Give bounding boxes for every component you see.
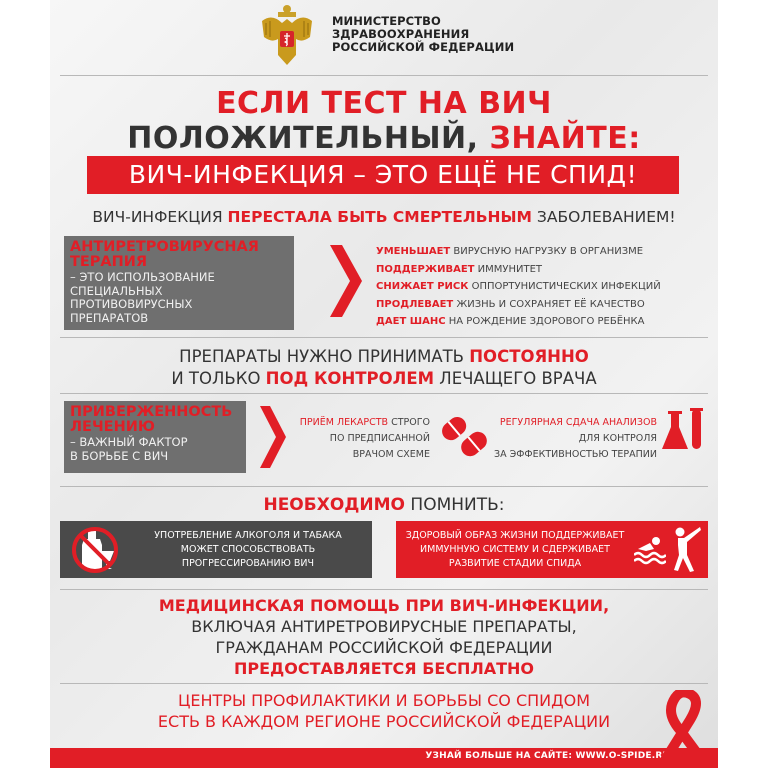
- drugs-line-1-part-1: ПРЕПАРАТЫ НУЖНО ПРИНИМАТЬ: [179, 347, 470, 366]
- alcohol-line-1: УПОТРЕБЛЕНИЕ АЛКОГОЛЯ И ТАБАКА: [154, 530, 342, 541]
- medication-line-2: ПО ПРЕДПИСАННОЙ: [329, 433, 430, 444]
- healthy-lifestyle-box: [396, 521, 708, 578]
- remember-heading: [50, 495, 718, 515]
- list-item-text: ОППОРТУНИСТИЧЕСКИХ ИНФЕКЦИЙ: [468, 281, 661, 292]
- list-item-text: ВИРУСНУЮ НАГРУЗКУ В ОРГАНИЗМЕ: [450, 246, 644, 257]
- medical-line-1: МЕДИЦИНСКАЯ ПОМОЩЬ ПРИ ВИЧ-ИНФЕКЦИИ,: [158, 596, 610, 615]
- poster: [50, 0, 718, 768]
- art-benefits-list: [376, 243, 661, 331]
- list-item-text: ИММУНИТЕТ: [474, 263, 543, 275]
- drugs-line-2-part-3: ЛЕЧАЩЕГО ВРАЧА: [434, 369, 597, 388]
- divider: [60, 683, 708, 684]
- swimmer-icon: [634, 529, 666, 569]
- alcohol-warning-box: [60, 521, 372, 578]
- exercise-icon: [672, 525, 702, 573]
- title-banner: ВИЧ-ИНФЕКЦИЯ – ЭТО ЕЩЁ НЕ СПИД!: [87, 156, 679, 194]
- chevron-right-icon: [260, 406, 286, 468]
- list-item-bold: ДАЕТ ШАНС: [376, 316, 446, 327]
- website-link[interactable]: УЗНАЙ БОЛЬШЕ НА САЙТЕ: WWW.O-SPIDE.RU: [425, 751, 670, 761]
- ministry-line-3: РОССИЙСКОЙ ФЕДЕРАЦИИ: [332, 40, 515, 54]
- tests-line-2: ДЛЯ КОНТРОЛЯ: [578, 433, 657, 444]
- free-care-statement: [50, 595, 718, 679]
- adherence-box: [64, 401, 246, 473]
- tests-line-1: РЕГУЛЯРНАЯ СДАЧА АНАЛИЗОВ: [499, 417, 657, 428]
- adherence-head-line-1: ПРИВЕРЖЕННОСТЬ: [70, 404, 233, 420]
- awareness-ribbon-icon: [620, 690, 718, 768]
- divider: [60, 393, 708, 394]
- medication-line-1-red: ПРИЁМ ЛЕКАРСТВ: [299, 417, 389, 428]
- regular-tests-text: [455, 415, 657, 463]
- statement-part-3: ЗАБОЛЕВАНИЕМ!: [531, 208, 676, 226]
- medical-line-4: ПРЕДОСТАВЛЯЕТСЯ БЕСПЛАТНО: [233, 659, 535, 678]
- statement-part-1: ВИЧ-ИНФЕКЦИЯ: [92, 208, 228, 226]
- adherence-sub-line-1: – ВАЖНЫЙ ФАКТОР: [70, 435, 188, 449]
- list-item-text: ЖИЗНЬ И СОХРАНЯЕТ ЕЁ КАЧЕСТВО: [453, 298, 645, 310]
- art-sub-line-2: СПЕЦИАЛЬНЫХ: [70, 283, 163, 298]
- art-box: [64, 236, 294, 330]
- double-headed-eagle-icon: [258, 3, 316, 69]
- drugs-line-1: [50, 346, 718, 368]
- statement-part-2: ПЕРЕСТАЛА БЫТЬ СМЕРТЕЛЬНЫМ: [227, 208, 532, 226]
- divider: [60, 75, 708, 76]
- statement: [50, 208, 718, 226]
- list-item: [376, 278, 661, 296]
- ministry-name: [332, 15, 514, 54]
- drugs-line-2-part-1: И ТОЛЬКО: [171, 369, 266, 388]
- art-head-line-2: ТЕРАПИЯ: [70, 254, 148, 270]
- list-item-bold: ПРОДЛЕВАЕТ: [376, 298, 454, 310]
- adherence-sub-line-2: В БОРЬБЕ С ВИЧ: [70, 448, 169, 463]
- ministry-line-1: МИНИСТЕРСТВО: [332, 14, 441, 28]
- list-item: [376, 261, 661, 279]
- drugs-line-1-part-2: ПОСТОЯННО: [469, 347, 589, 366]
- medical-line-3: ГРАЖДАНАМ РОССИЙСКОЙ ФЕДЕРАЦИИ: [215, 638, 553, 657]
- footer-bar: [50, 748, 718, 768]
- centers-line-1: ЦЕНТРЫ ПРОФИЛАКТИКИ И БОРЬБЫ СО СПИДОМ: [177, 691, 591, 710]
- title-line-2: [50, 121, 718, 156]
- health-line-2: ИММУННУЮ СИСТЕМУ И СДЕРЖИВАЕТ: [420, 544, 610, 555]
- medication-line-1: [295, 415, 430, 431]
- art-head-line-1: АНТИРЕТРОВИРУСНАЯ: [70, 239, 259, 255]
- chevron-right-icon: [330, 245, 362, 317]
- adherence-sub: [70, 436, 240, 463]
- title-line-2-part-2: ЗНАЙТЕ:: [489, 121, 641, 156]
- list-item: [376, 243, 661, 261]
- centers-line-2: ЕСТЬ В КАЖДОМ РЕГИОНЕ РОССИЙСКОЙ ФЕДЕРАЦИИ: [157, 712, 611, 731]
- alcohol-line-2: МОЖЕТ СПОСОБСТВОВАТЬ: [180, 544, 316, 555]
- medical-line-2: ВКЛЮЧАЯ АНТИРЕТРОВИРУСНЫЕ ПРЕПАРАТЫ,: [191, 617, 577, 636]
- adherence-head-line-2: ЛЕЧЕНИЮ: [70, 419, 155, 435]
- divider: [60, 337, 708, 338]
- art-sub-line-3: ПРОТИВОВИРУСНЫХ: [70, 297, 193, 311]
- list-item: [376, 296, 661, 314]
- remember-heading-part-1: НЕОБХОДИМО: [263, 495, 406, 515]
- drugs-line-2: [50, 368, 718, 390]
- list-item-text: НА РОЖДЕНИЕ ЗДОРОВОГО РЕБЁНКА: [445, 316, 645, 327]
- medication-line-1-rest: СТРОГО: [388, 417, 430, 428]
- drugs-statement: [50, 346, 718, 390]
- health-line-3: РАЗВИТИЕ СТАДИИ СПИДА: [448, 558, 582, 569]
- art-sub-line-1: – ЭТО ИСПОЛЬЗОВАНИЕ: [70, 270, 215, 284]
- list-item: [376, 313, 661, 331]
- list-item-bold: СНИЖАЕТ РИСК: [376, 281, 469, 292]
- title-line-1: ЕСЛИ ТЕСТ НА ВИЧ: [216, 86, 552, 121]
- list-item-bold: УМЕНЬШАЕТ: [376, 246, 451, 257]
- art-sub: [70, 271, 288, 325]
- ministry-line-2: ЗДРАВООХРАНЕНИЯ: [332, 27, 470, 41]
- lab-flask-icon: [662, 405, 707, 455]
- medication-schedule-text: [295, 415, 430, 463]
- divider: [60, 589, 708, 590]
- medication-line-3: ВРАЧОМ СХЕМЕ: [352, 449, 430, 460]
- divider: [60, 486, 708, 487]
- alcohol-line-3: ПРОГРЕССИРОВАНИЮ ВИЧ: [181, 558, 315, 569]
- aids-centers-statement: [50, 690, 718, 732]
- no-alcohol-icon: [70, 525, 120, 575]
- remember-heading-part-2: ПОМНИТЬ:: [405, 495, 505, 515]
- healthy-lifestyle-text: [400, 529, 630, 571]
- health-line-1: ЗДОРОВЫЙ ОБРАЗ ЖИЗНИ ПОДДЕРЖИВАЕТ: [405, 530, 625, 541]
- art-sub-line-4: ПРЕПАРАТОВ: [70, 310, 149, 325]
- drugs-line-2-part-2: ПОД КОНТРОЛЕМ: [265, 369, 435, 388]
- alcohol-warning-text: [132, 529, 364, 571]
- tests-line-3: ЗА ЭФФЕКТИВНОСТЬЮ ТЕРАПИИ: [493, 449, 657, 460]
- list-item-bold: ПОДДЕРЖИВАЕТ: [376, 263, 475, 275]
- title-line-2-part-1: ПОЛОЖИТЕЛЬНЫЙ,: [127, 121, 490, 156]
